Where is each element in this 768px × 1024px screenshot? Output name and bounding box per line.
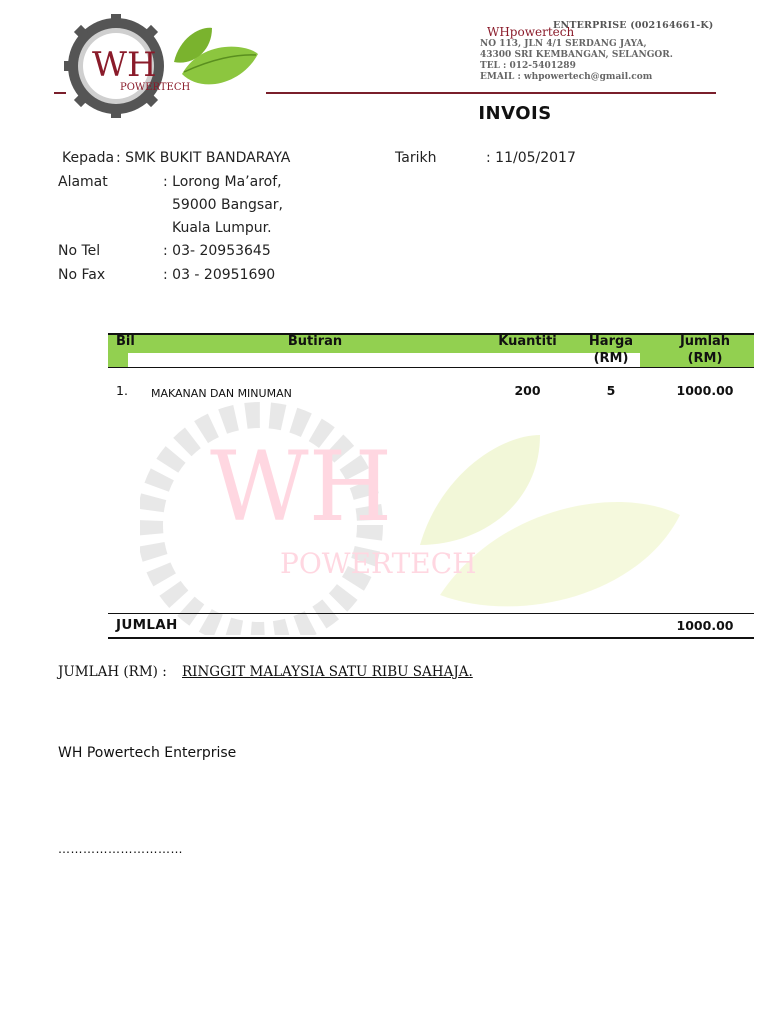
leaf-icon: [174, 28, 258, 85]
watermark-text: WH: [210, 431, 393, 543]
address-line-3: Kuala Lumpur.: [172, 220, 272, 236]
signoff-company: WH Powertech Enterprise: [58, 745, 237, 761]
header-rule-left: [54, 92, 66, 94]
watermark-leaf-icon: [420, 435, 680, 606]
address-label: Alamat: [58, 174, 108, 190]
table-header-bg-left: [108, 353, 128, 367]
total-label: JUMLAH: [116, 617, 178, 633]
total-value: 1000.00: [676, 618, 734, 633]
col-header-kuantiti: Kuantiti: [498, 334, 557, 349]
col-header-harga-unit: (RM): [593, 351, 629, 366]
table-total-rule-top: [108, 613, 754, 614]
logo-watermark: [140, 395, 700, 635]
to-value: : SMK BUKIT BANDARAYA: [116, 150, 291, 166]
signature-line: …………………………: [58, 842, 183, 856]
table-header-rule: [108, 367, 754, 368]
col-header-harga: Harga: [588, 334, 634, 349]
amount-words-value: RINGGIT MALAYSIA SATU RIBU SAHAJA.: [182, 664, 473, 680]
company-registration: ENTERPRISE (002164661-K): [553, 20, 714, 31]
tel-label: No Tel: [58, 243, 101, 259]
company-email: EMAIL : whpowertech@gmail.com: [480, 72, 653, 82]
company-address-line2: 43300 SRI KEMBANGAN, SELANGOR.: [480, 50, 673, 60]
fax-label: No Fax: [58, 267, 106, 283]
date-value: : 11/05/2017: [486, 150, 576, 166]
col-header-butiran: Butiran: [287, 334, 343, 349]
table-header-bg: [108, 335, 754, 353]
row-kuantiti: 200: [514, 383, 541, 398]
company-tel: TEL : 012-5401289: [480, 61, 576, 71]
address-line-2: 59000 Bangsar,: [172, 197, 284, 213]
date-label: Tarikh: [395, 150, 437, 166]
tel-value: : 03- 20953645: [163, 243, 271, 259]
col-header-jumlah-unit: (RM): [687, 351, 723, 366]
amount-words-label: JUMLAH (RM) :: [58, 664, 167, 680]
table-total-rule-bottom: [108, 637, 754, 639]
address-line-1: : Lorong Ma’arof,: [163, 174, 282, 190]
col-header-bil: Bil: [116, 334, 135, 349]
col-header-jumlah: Jumlah: [679, 334, 731, 349]
row-bil: 1.: [116, 383, 128, 398]
company-name: WHpowertech: [487, 25, 575, 39]
company-address-line1: NO 113, JLN 4/1 SERDANG JAYA,: [480, 39, 647, 49]
row-jumlah: 1000.00: [676, 383, 734, 398]
header-rule-right: [266, 92, 716, 94]
watermark-subtext: POWERTECH: [280, 547, 477, 580]
logo-text: WH: [92, 45, 157, 85]
row-butiran: MAKANAN DAN MINUMAN: [151, 387, 292, 400]
row-harga: 5: [606, 383, 616, 398]
logo-subtext: POWERTECH: [120, 82, 191, 93]
to-label: Kepada: [62, 150, 115, 166]
invoice-title: INVOIS: [478, 103, 552, 124]
fax-value: : 03 - 20951690: [163, 267, 276, 283]
